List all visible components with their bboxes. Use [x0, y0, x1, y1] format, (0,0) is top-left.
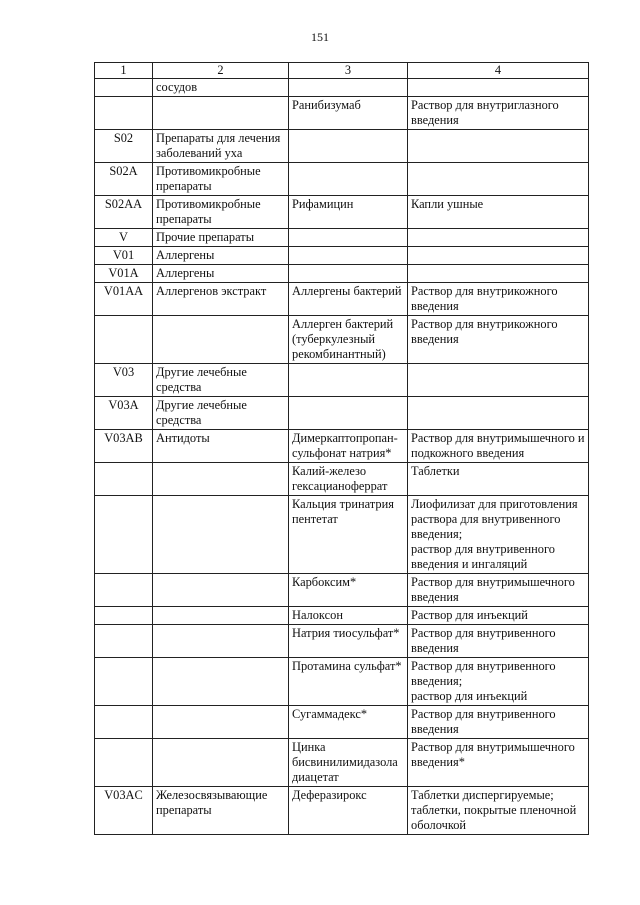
group-name-cell: Аллергены [153, 247, 289, 265]
group-name-cell: Аллергены [153, 265, 289, 283]
table-row [95, 229, 589, 247]
group-name-cell [153, 463, 289, 496]
group-name-cell: Аллергенов экстракт [153, 283, 289, 316]
dosage-form-cell: Таблетки диспергируемые; таблетки, покрытые пленочной оболочкой [408, 787, 589, 835]
atc-code-cell [95, 496, 153, 574]
drug-name-cell [289, 229, 408, 247]
atc-code-cell: V03AB [95, 430, 153, 463]
table-row [95, 787, 589, 835]
group-name-cell [153, 625, 289, 658]
atc-code-cell: V [95, 229, 153, 247]
atc-code-cell: S02A [95, 163, 153, 196]
dosage-form-cell: Таблетки [408, 463, 589, 496]
drug-name-cell: Сугаммадекс* [289, 706, 408, 739]
drug-name-cell: Протамина сульфат* [289, 658, 408, 706]
table-header-row [95, 63, 589, 79]
table-row [95, 430, 589, 463]
atc-code-cell: V03AC [95, 787, 153, 835]
dosage-form-cell: Раствор для внутримышечного введения [408, 574, 589, 607]
drug-name-cell: Цинка бисвинилимидазола диацетат [289, 739, 408, 787]
table-row [95, 283, 589, 316]
drug-name-cell: Рифамицин [289, 196, 408, 229]
drug-name-cell: Налоксон [289, 607, 408, 625]
dosage-form-cell: Капли ушные [408, 196, 589, 229]
group-name-cell: Железосвязывающие препараты [153, 787, 289, 835]
column-header: 3 [289, 63, 408, 79]
atc-code-cell [95, 79, 153, 97]
group-name-cell [153, 739, 289, 787]
group-name-cell [153, 496, 289, 574]
drug-name-cell: Калий-железо гексацианоферрат [289, 463, 408, 496]
dosage-form-cell: Лиофилизат для приготовления раствора для внутривенного введения; раствор для внутривенного введения и ингаляций [408, 496, 589, 574]
atc-code-cell [95, 463, 153, 496]
atc-code-cell: V03A [95, 397, 153, 430]
group-name-cell: Противомикробные препараты [153, 163, 289, 196]
group-name-cell: сосудов [153, 79, 289, 97]
drug-name-cell [289, 397, 408, 430]
group-name-cell: Прочие препараты [153, 229, 289, 247]
column-header: 2 [153, 63, 289, 79]
atc-code-cell [95, 97, 153, 130]
atc-code-cell: V01AA [95, 283, 153, 316]
drug-name-cell: Кальция тринатрия пентетат [289, 496, 408, 574]
drug-name-cell: Натрия тиосульфат* [289, 625, 408, 658]
drug-name-cell: Димеркаптопропан-сульфонат натрия* [289, 430, 408, 463]
group-name-cell: Противомикробные препараты [153, 196, 289, 229]
dosage-form-cell: Раствор для внутрикожного введения [408, 283, 589, 316]
table-row [95, 739, 589, 787]
atc-code-cell [95, 739, 153, 787]
drug-table [94, 62, 589, 835]
drug-name-cell: Карбоксим* [289, 574, 408, 607]
atc-code-cell: V03 [95, 364, 153, 397]
dosage-form-cell [408, 229, 589, 247]
table-row [95, 397, 589, 430]
table-row [95, 130, 589, 163]
drug-name-cell [289, 364, 408, 397]
table-row [95, 706, 589, 739]
table-row [95, 316, 589, 364]
column-header: 1 [95, 63, 153, 79]
atc-code-cell: V01A [95, 265, 153, 283]
dosage-form-cell: Раствор для внутрикожного введения [408, 316, 589, 364]
drug-name-cell [289, 130, 408, 163]
drug-name-cell [289, 247, 408, 265]
group-name-cell: Антидоты [153, 430, 289, 463]
dosage-form-cell [408, 265, 589, 283]
group-name-cell [153, 316, 289, 364]
table-row [95, 625, 589, 658]
table-row [95, 658, 589, 706]
atc-code-cell: S02 [95, 130, 153, 163]
table-row [95, 196, 589, 229]
drug-name-cell [289, 163, 408, 196]
group-name-cell [153, 658, 289, 706]
drug-name-cell [289, 79, 408, 97]
group-name-cell: Другие лечебные средства [153, 397, 289, 430]
table-row [95, 463, 589, 496]
atc-code-cell [95, 316, 153, 364]
atc-code-cell [95, 658, 153, 706]
drug-name-cell: Ранибизумаб [289, 97, 408, 130]
atc-code-cell: S02AA [95, 196, 153, 229]
table-row [95, 247, 589, 265]
table-row [95, 364, 589, 397]
dosage-form-cell: Раствор для внутримышечного введения* [408, 739, 589, 787]
dosage-form-cell: Раствор для внутримышечного и подкожного введения [408, 430, 589, 463]
dosage-form-cell: Раствор для внутривенного введения [408, 625, 589, 658]
dosage-form-cell [408, 364, 589, 397]
dosage-form-cell: Раствор для инъекций [408, 607, 589, 625]
group-name-cell [153, 607, 289, 625]
dosage-form-cell [408, 130, 589, 163]
atc-code-cell [95, 607, 153, 625]
atc-code-cell [95, 574, 153, 607]
table-row [95, 607, 589, 625]
table-row [95, 496, 589, 574]
drug-name-cell: Аллерген бактерий (туберкулезный рекомбинантный) [289, 316, 408, 364]
table-row [95, 79, 589, 97]
drug-name-cell: Деферазирокс [289, 787, 408, 835]
page-number: 151 [311, 30, 329, 44]
dosage-form-cell [408, 79, 589, 97]
atc-code-cell: V01 [95, 247, 153, 265]
dosage-form-cell: Раствор для внутривенного введения [408, 706, 589, 739]
table-row [95, 574, 589, 607]
atc-code-cell [95, 625, 153, 658]
dosage-form-cell: Раствор для внутриглазного введения [408, 97, 589, 130]
group-name-cell [153, 97, 289, 130]
table-row [95, 97, 589, 130]
drug-name-cell: Аллергены бактерий [289, 283, 408, 316]
column-header: 4 [408, 63, 589, 79]
dosage-form-cell [408, 247, 589, 265]
table-row [95, 163, 589, 196]
dosage-form-cell [408, 397, 589, 430]
group-name-cell [153, 706, 289, 739]
group-name-cell: Препараты для лечения заболеваний уха [153, 130, 289, 163]
atc-code-cell [95, 706, 153, 739]
dosage-form-cell [408, 163, 589, 196]
drug-name-cell [289, 265, 408, 283]
group-name-cell: Другие лечебные средства [153, 364, 289, 397]
dosage-form-cell: Раствор для внутривенного введения; раствор для инъекций [408, 658, 589, 706]
group-name-cell [153, 574, 289, 607]
table-row [95, 265, 589, 283]
